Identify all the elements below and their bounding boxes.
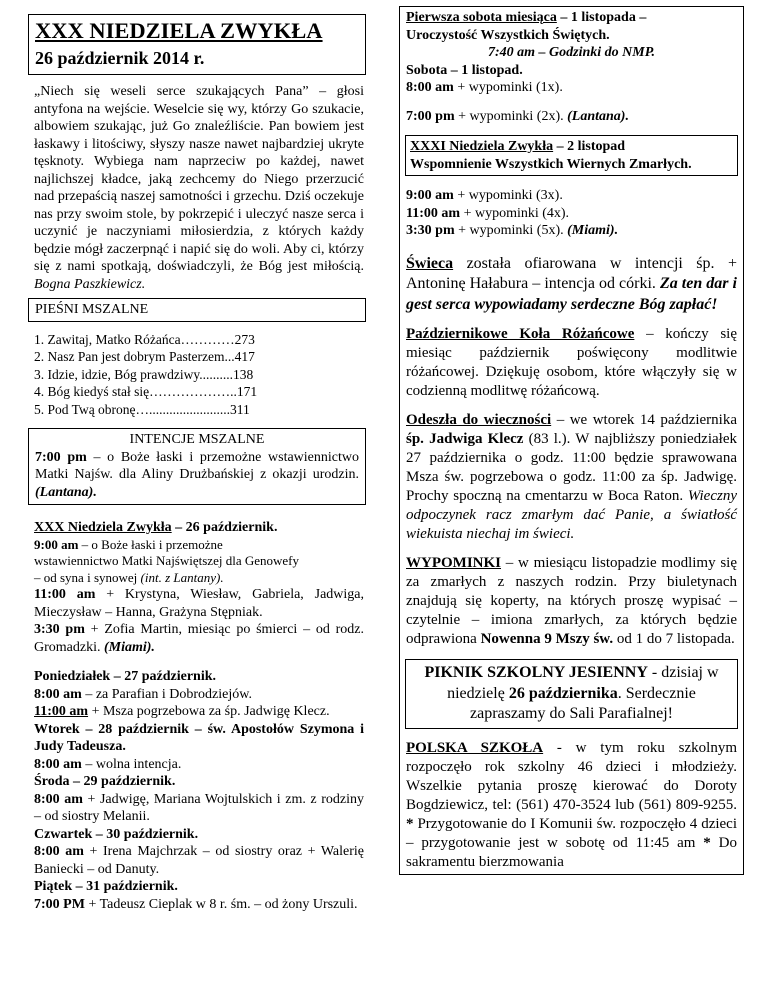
intentions-sunday: XXX Niedziela Zwykła – 26 październik. 9:00 am – o Boże łaski i przemożne wstawiennictwo Matki Najświętszej dla Genowefy – od syna i synowej (int. z Lantany). 11:00 am + Krystyna, Wiesław, Gabriela, Jadwiga, Mieczysław – Hanna, Grażyna Stępniak. 3:30 pm + Zofia Martin, miesiąc po śmierci – od rodz. Gromadzki. (Miami). xyxy=(34,520,364,655)
intention-saturday: 7:00 pm – o Boże łaski i przemożne wstawiennictwo Matki Najśw. dla Aliny Drużbańskiej z okazji urodzin. (Lantana). xyxy=(35,449,359,500)
intro-text: „Niech się weseli serce szukających Pana” – głosi antyfona na wejście. Weselcie się wy, którzy Go szukacie, albowiem szukając, już Go znaleźliście. Pan bowiem jest łaskawy i litościwy, słyszy nasze nawet najbardziej ukryte tęsknoty. Wybiega nam naprzeciw po każdej, nawet najlichszej kładce, jaką zechcemy do Niego przerzucić nad przepaścią naszej samotności i grzechu. Dziś oczekuje nas przy swoim stole, by pokrzepić i uleczyć nasze serca i uczynić je naczyniami miłosierdzia, z których każdy będzie mógł zaczerpnąć i napić się do woli. Aby ci, którzy się z nami spotkają, doświadczyli, że Bóg jest miłością. xyxy=(34,84,364,274)
list-item: 5. Pod Twą obronę…........................311 xyxy=(34,401,250,417)
page-date: 26 październik 2014 r. xyxy=(35,48,205,68)
left-column xyxy=(28,14,366,913)
xxxi-sunday-box: XXXI Niedziela Zwykła – 2 listopad Wspomnienie Wszystkich Wiernych Zmarłych. xyxy=(405,135,738,176)
wypominki-paragraph: WYPOMINKI – w miesiącu listopadzie modlimy się za zmarłych z naszych rodzin. Przy biuletynach znajdują się koperty, na których proszę wypisać – czytelnie – imiona zmarłych, za których będzie odprawiona Nowenna 9 Mszy św. od 1 do 7 listopada. xyxy=(406,555,737,647)
rosary-paragraph: Październikowe Koła Różańcowe – kończy się miesiąc październik poświęcony modlitwie różańcowej. Dziękuję osobom, które włączyły się w codzienną modlitwę różańcową. xyxy=(406,326,737,399)
songs-heading-box xyxy=(28,298,366,322)
intro-author: Bogna Paszkiewicz. xyxy=(34,276,146,292)
intentions-box xyxy=(28,428,366,505)
list-item: 2. Nasz Pan jest dobrym Pasterzem...417 xyxy=(34,349,255,364)
list-item: 1. Zawitaj, Matko Różańca…………273 xyxy=(34,331,255,347)
intentions-weekdays: Poniedziałek – 27 październik. 8:00 am – za Parafian i Dobrodziejów. 11:00 am + Msza pogrzebowa za śp. Jadwigę Klecz. Wtorek – 28 październik – św. Apostołów Szymona i Judy Tadeusza. 8:00 am – wolna intencja. Środa – 29 październik. 8:00 am + Jadwigę, Mariana Wojtulskich i zm. z rodziny – od siostry Melanii. Czwartek – 30 październik. 8:00 am + Irena Majchrzak – od siostry oraz + Walerię Baniecki – od Danuty. Piątek – 31 październik. 7:00 PM + Tadeusz Cieplak w 8 r. śm. – od żony Urszuli. xyxy=(34,669,365,912)
first-saturday-box: Pierwsza sobota miesiąca – 1 listopada – Uroczystość Wszystkich Świętych. 7:40 am – Godzinki do NMP. Sobota – 1 listopad. 8:00 am + wypominki (1x). 7:00 pm + wypominki (2x). (Lantana). XXXI Niedziela Zwykła – 2 listopad Wspomnienie Wszystkich Wiernych Zmarłych. 9:00 am + wypominki (3x). 11:00 am + wypominki (4x). 3:30 pm + wypominki (5x). (Miami). Świeca została ofiarowana w intencji śp. + Antoninę Hałabura – intencja od córki. Za ten dar i gest serca wypowiadamy serdeczne Bóg zapłać! Październikowe Koła Różańcowe – kończy się miesiąc październik poświęcony modlitwie różańcowej. Dziękuję osobom, które włączyły się w codzienną modlitwę różańcową. Odeszła do wieczności – we wtorek 14 października śp. Jadwiga Klecz (83 l.). W najbliższy poniedziałek 27 października o godz. 11:00 będzie sprawowana Msza św. pogrzebowa o godz. 11:00 za śp. Jadwigę. Prochy spoczną na cmentarzu w Boca Raton. Wieczny odpoczynek racz zmarłym dać Panie, a światłość wiekuista niechaj im świeci. WYPOMINKI – w miesiącu listopadzie modlimy się za zmarłych z naszych rodzin. Przy biuletynach znajdują się koperty, na których proszę wypisać – czytelnie – imiona zmarłych, za których będzie odprawiona Nowenna 9 Mszy św. od 1 do 7 listopada. PIKNIK SZKOLNY JESIENNY - dzisiaj w niedzielę 26 października. Serdecznie zapraszamy do Sali Parafialnej! POLSKA SZKOŁA - w tym roku szkolnym rozpoczęło rok szkolny 46 dzieci i młodzieży. Wszelkie pytania proszę kierować do Doroty Bogdziewicz, tel: (561) 470-3524 lub (561) 809-9255. * Przygotowanie do I Komunii św. rozpoczęło 4 dzieci – przygotowanie jest w sobotę od 11:45 am * Do sakramentu bierzmowania xyxy=(399,6,744,875)
school-paragraph: POLSKA SZKOŁA - w tym roku szkolnym rozpoczęło rok szkolny 46 dzieci i młodzieży. Wszelkie pytania proszę kierować do Doroty Bogdziewicz, tel: (561) 470-3524 lub (561) 809-9255. * Przygotowanie do I Komunii św. rozpoczęło 4 dzieci – przygotowanie jest w sobotę od 11:45 am * Do sakramentu bierzmowania xyxy=(406,739,737,870)
funeral-paragraph: Odeszła do wieczności – we wtorek 14 października śp. Jadwiga Klecz (83 l.). W najbliższy poniedziałek 27 października o godz. 11:00 będzie sprawowana Msza św. pogrzebowa o godz. 11:00 za śp. Jadwigę. Prochy spoczną na cmentarzu w Boca Raton. Wieczny odpoczynek racz zmarłym dać Panie, a światłość wiekuista niechaj im świeci. xyxy=(406,412,738,542)
songs-heading: PIEŚNI MSZALNE xyxy=(35,302,149,317)
title-box xyxy=(28,14,366,75)
page-title: XXX NIEDZIELA ZWYKŁA xyxy=(35,18,323,43)
list-item: 4. Bóg kiedyś stał się………………..171 xyxy=(34,384,258,399)
list-item: 3. Idzie, idzie, Bóg prawdziwy..........138 xyxy=(34,366,254,382)
picnic-box: PIKNIK SZKOLNY JESIENNY - dzisiaj w niedzielę 26 października. Serdecznie zapraszamy do Sali Parafialnej! xyxy=(405,659,738,729)
songs-list xyxy=(34,331,364,419)
intentions-heading: INTENCJE MSZALNE xyxy=(129,432,265,447)
right-column xyxy=(399,6,744,875)
intro-paragraph xyxy=(34,83,364,293)
candle-paragraph: Świeca została ofiarowana w intencji śp. + Antoninę Hałabura – intencja od córki. Za ten dar i gest serca wypowiadamy serdeczne Bóg zapłać! xyxy=(406,254,737,313)
